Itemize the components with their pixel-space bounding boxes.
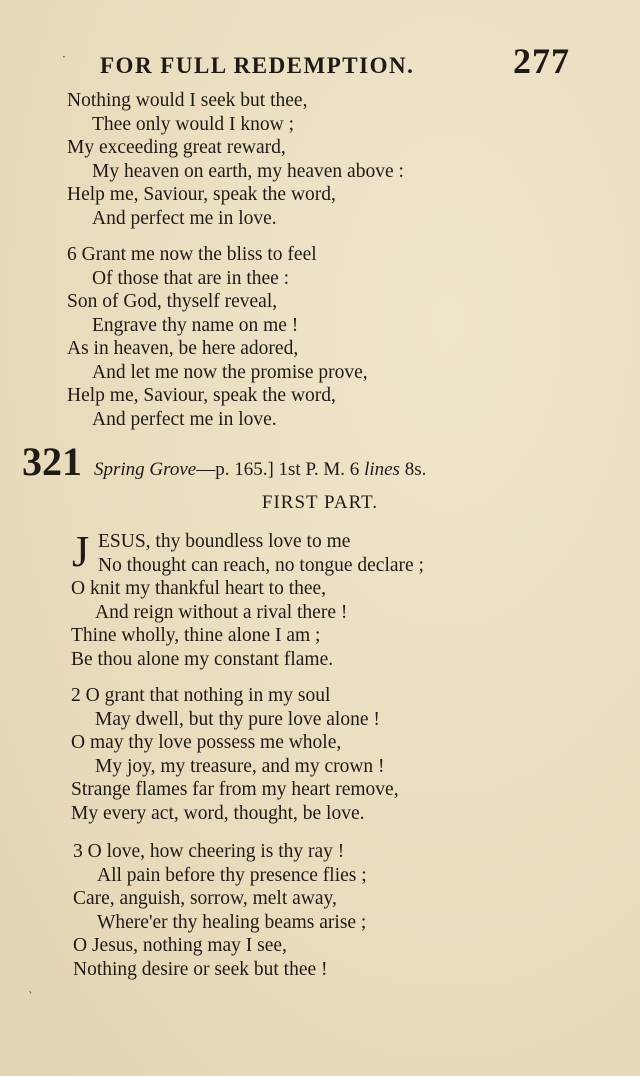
verse-line: ESUS, thy boundless love to me <box>98 531 351 552</box>
stanza-2 <box>0 684 600 825</box>
verse-line: And let me now the promise prove, <box>92 361 368 383</box>
verse-line: And perfect me in love. <box>92 408 277 430</box>
verse-line: All pain before thy presence flies ; <box>97 864 367 886</box>
verse-line: O knit my thankful heart to thee, <box>71 578 327 599</box>
page-number: 277 <box>513 41 570 81</box>
ink-speck: · <box>62 50 66 64</box>
verse-line: As in heaven, be here adored, <box>67 338 299 359</box>
verse-line: Engrave thy name on me ! <box>92 314 299 336</box>
lines-word: lines <box>364 459 400 480</box>
verse-line: No thought can reach, no tongue declare ; <box>98 554 424 576</box>
drop-cap: J <box>72 527 90 576</box>
verse-line: And perfect me in love. <box>92 207 277 229</box>
stanza-continued <box>0 89 600 230</box>
verse-line: O Jesus, nothing may I see, <box>73 935 287 956</box>
verse-line: Thine wholly, thine alone I am ; <box>71 625 321 646</box>
verse-line: Of those that are in thee : <box>92 267 290 289</box>
verse-line: My exceeding great reward, <box>67 137 286 158</box>
verse-line: My joy, my treasure, and my crown ! <box>95 755 385 777</box>
verse-line: Thee only would I know ; <box>92 113 295 135</box>
stanza-1 <box>0 527 600 671</box>
verse-line: Strange flames far from my heart remove, <box>71 779 399 800</box>
stanza-3 <box>0 840 600 981</box>
verse-line: 6 Grant me now the bliss to feel <box>67 244 317 265</box>
verse-line: My every act, word, thought, be love. <box>71 802 365 824</box>
part-title: FIRST PART. <box>261 492 379 513</box>
verse-line: And reign without a rival there ! <box>95 601 348 623</box>
hymn-number: 321 <box>22 439 82 484</box>
ink-speck: ˋ <box>28 990 34 1004</box>
hymn-heading <box>22 440 602 484</box>
page-header <box>100 40 570 82</box>
tune-info <box>94 459 426 481</box>
stanza-6 <box>0 243 600 431</box>
verse-line: 2 O grant that nothing in my soul <box>71 685 331 706</box>
verse-line: Where'er thy healing beams arise ; <box>97 911 367 933</box>
verse-line: 3 O love, how cheering is thy ray ! <box>73 841 345 862</box>
verse-line: Care, anguish, sorrow, melt away, <box>73 888 337 909</box>
running-title: FOR FULL REDEMPTION. <box>100 53 415 78</box>
verse-line: Nothing would I seek but thee, <box>67 90 308 111</box>
verse-line: Nothing desire or seek but thee ! <box>73 958 328 980</box>
verse-line: May dwell, but thy pure love alone ! <box>95 708 380 730</box>
verse-line: Be thou alone my constant flame. <box>71 648 334 670</box>
meter: 1st P. M. 6 <box>278 459 360 480</box>
verse-line: Help me, Saviour, speak the word, <box>67 385 336 406</box>
tune-name: Spring Grove <box>94 459 197 480</box>
verse-line: Son of God, thyself reveal, <box>67 291 278 312</box>
tune-ref: —p. 165.] <box>196 459 274 480</box>
verse-line: My heaven on earth, my heaven above : <box>92 160 404 182</box>
meter-suffix: 8s. <box>404 459 427 480</box>
verse-line: Help me, Saviour, speak the word, <box>67 184 336 205</box>
verse-line: O may thy love possess me whole, <box>71 732 342 753</box>
